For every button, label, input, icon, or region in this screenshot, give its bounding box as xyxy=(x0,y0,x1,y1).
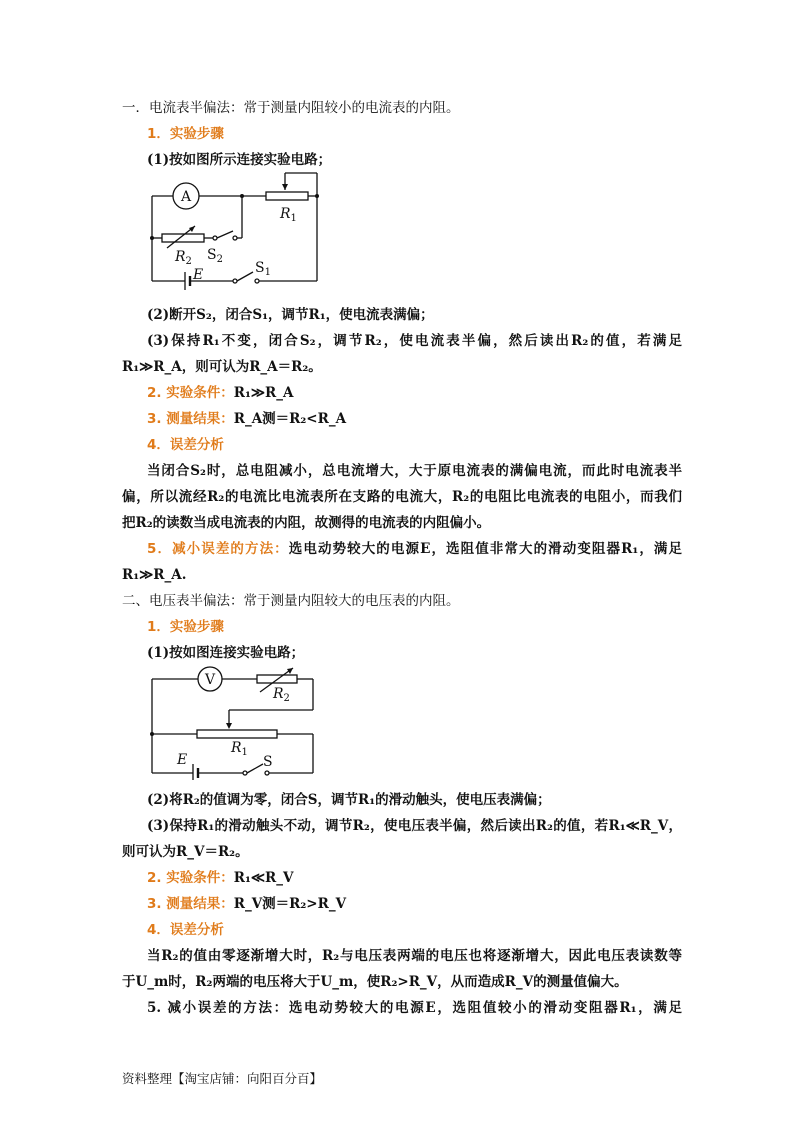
section2-title: 二、电压表半偏法：常于测量内阻较大的电压表的内阻。 xyxy=(122,593,460,609)
section1-result: 3. 测量结果：R_A测＝R₂<R_A xyxy=(147,411,347,427)
section2-step1: (1)按如图连接实验电路； xyxy=(147,645,305,661)
section2-step3-line1: (3)保持R₁的滑动触头不动，调节R₂，使电压表半偏，然后读出R₂的值，若R₁≪R_V， xyxy=(147,818,682,834)
section2-error-line2: 于U_m时，R₂两端的电压将大于U_m，使R₂>R_V，从而造成R_V的测量值偏大。 xyxy=(122,974,628,990)
section1-reduce-line1: 5．减小误差的方法：选电动势较大的电源E，选阻值非常大的滑动变阻器R₁，满足 xyxy=(147,541,682,557)
voltmeter-label: V xyxy=(204,672,216,688)
ammeter-label: A xyxy=(180,189,192,205)
ammeter-half-deflection-circuit xyxy=(145,168,335,300)
section2-reduce-line1: 5. 减小误差的方法：选电动势较大的电源E，选阻值较小的滑动变阻器R₁，满足 xyxy=(147,1000,683,1016)
section1-reduce-line2: R₁≫R_A. xyxy=(122,567,187,583)
section2-condition: 2. 实验条件：R₁≪R_V xyxy=(147,870,294,886)
r2-label: $R_2$ xyxy=(175,249,192,267)
section2-step2: (2)将R₂的值调为零，闭合S，调节R₁的滑动触头，使电压表满偏； xyxy=(147,792,551,808)
r1-label: $R_1$ xyxy=(280,206,297,224)
section2-result: 3. 测量结果：R_V测＝R₂>R_V xyxy=(147,896,347,912)
section2-error-line1: 当R₂的值由零逐渐增大时，R₂与电压表两端的电压也将逐渐增大，因此电压表读数等 xyxy=(147,948,682,964)
section1-step1: (1)按如图所示连接实验电路； xyxy=(147,152,332,168)
section1-error-line3: 把R₂的读数当成电流表的内阻，故测得的电流表的内阻偏小。 xyxy=(122,515,491,531)
section1-title: 一．电流表半偏法：常于测量内阻较小的电流表的内阻。 xyxy=(122,100,460,116)
e2-label: E xyxy=(177,752,188,768)
section1-steps-heading: 1．实验步骤 xyxy=(147,126,224,142)
section1-step3-line1: (3)保持R₁不变，闭合S₂，调节R₂，使电流表半偏，然后读出R₂的值，若满足 xyxy=(147,333,682,349)
s2-label: $S_2$ xyxy=(207,247,223,265)
s-label: S xyxy=(263,754,273,770)
e1-label: E xyxy=(193,267,204,283)
section1-step2: (2)断开S₂，闭合S₁，调节R₁，使电流表满偏； xyxy=(147,307,434,323)
section2-error-heading: 4．误差分析 xyxy=(147,922,224,938)
section1-error-heading: 4．误差分析 xyxy=(147,437,224,453)
section1-condition: 2. 实验条件：R₁≫R_A xyxy=(147,385,294,401)
section1-error-line2: 偏，所以流经R₂的电流比电流表所在支路的电流大，R₂的电阻比电流表的电阻小，而我们 xyxy=(122,489,682,505)
section2-step3-line2: 则可认为R_V＝R₂。 xyxy=(122,844,249,860)
s1-label: $S_1$ xyxy=(255,260,271,278)
section1-error-line1: 当闭合S₂时，总电阻减小，总电流增大，大于原电流表的满偏电流，而此时电流表半 xyxy=(147,463,682,479)
r1-label: $R_1$ xyxy=(231,740,248,758)
voltmeter-half-deflection-circuit xyxy=(145,660,325,780)
section2-steps-heading: 1．实验步骤 xyxy=(147,619,224,635)
r2-label: $R_2$ xyxy=(273,686,290,704)
section1-step3-line2: R₁≫R_A，则可认为R_A＝R₂。 xyxy=(122,359,322,375)
page-footer: 资料整理【淘宝店铺：向阳百分百】 xyxy=(122,1071,323,1086)
